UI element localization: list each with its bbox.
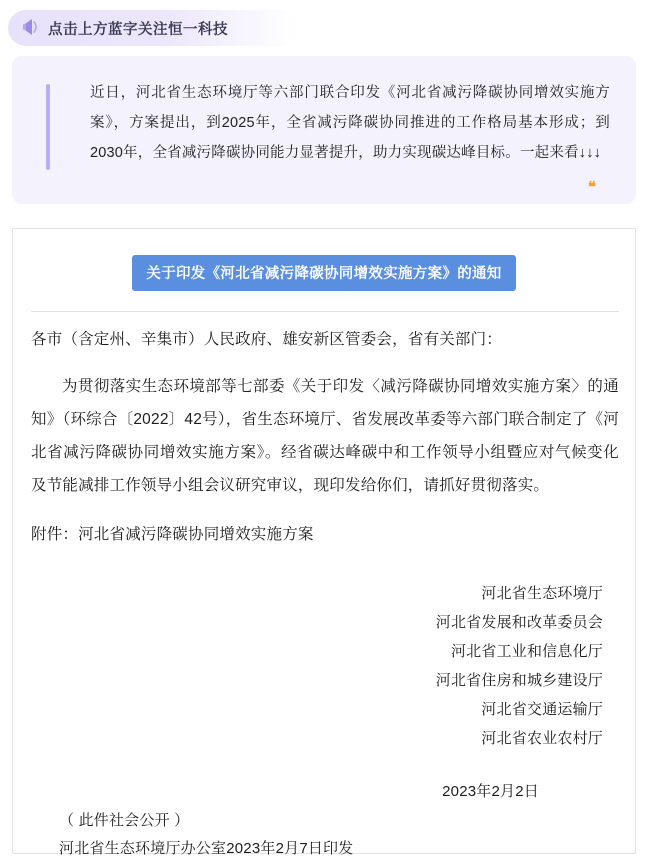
intro-accent-bar bbox=[46, 84, 50, 170]
document-footer-issue: 河北省生态环境厅办公室2023年2月7日印发 bbox=[59, 840, 354, 857]
intro-card bbox=[12, 56, 636, 204]
document-addressee: 各市（含定州、辛集市）人民政府、雄安新区管委会，省有关部门： bbox=[31, 331, 503, 348]
document-divider bbox=[31, 311, 619, 312]
follow-banner[interactable] bbox=[8, 10, 298, 46]
document-title: 关于印发《河北省减污降碳协同增效实施方案》的通知 bbox=[132, 255, 515, 291]
signer-item: 河北省交通运输厅 bbox=[481, 701, 603, 718]
follow-banner-label: 点击上方蓝字关注恒一科技 bbox=[48, 21, 228, 38]
quote-mark-icon: ❝ bbox=[587, 179, 594, 196]
document-footer-note: （ 此件社会公开 ） bbox=[59, 812, 190, 829]
signer-item: 河北省发展和改革委员会 bbox=[435, 614, 603, 631]
signer-item: 河北省农业农村厅 bbox=[481, 730, 603, 747]
signer-item: 河北省住房和城乡建设厅 bbox=[435, 672, 603, 689]
document-card bbox=[12, 228, 636, 857]
signer-item: 河北省生态环境厅 bbox=[481, 585, 603, 602]
document-title-wrap bbox=[13, 255, 635, 291]
document-sign-date: 2023年2月2日 bbox=[442, 783, 539, 800]
document-main-paragraph: 为贯彻落实生态环境部等七部委《关于印发〈减污降碳协同增效实施方案〉的通知》（环综合〔2022〕42号），省生态环境厅、省发展改革委等六部门联合制定了《河北省减污降碳协同增效实施方案》。经省碳达峰碳中和工作领导小组暨应对气候变化及节能减排工作领导小组会议研究审议，现印发给你们，请抓好贯彻落实。 bbox=[31, 378, 619, 494]
megaphone-icon bbox=[22, 17, 40, 39]
intro-text: 近日，河北省生态环境厅等六部门联合印发《河北省减污降碳协同增效实施方案》，方案提出，到2025年，全省减污降碳协同推进的工作格局基本形成；到2030年，全省减污降碳协同能力显著提升，助力实现碳达峰目标。一起来看↓↓↓ bbox=[90, 85, 610, 161]
document-attachment: 附件：河北省减污降碳协同增效实施方案 bbox=[31, 526, 314, 543]
document-signers bbox=[436, 579, 603, 753]
document-body bbox=[31, 323, 619, 557]
signer-item: 河北省工业和信息化厅 bbox=[450, 643, 603, 660]
